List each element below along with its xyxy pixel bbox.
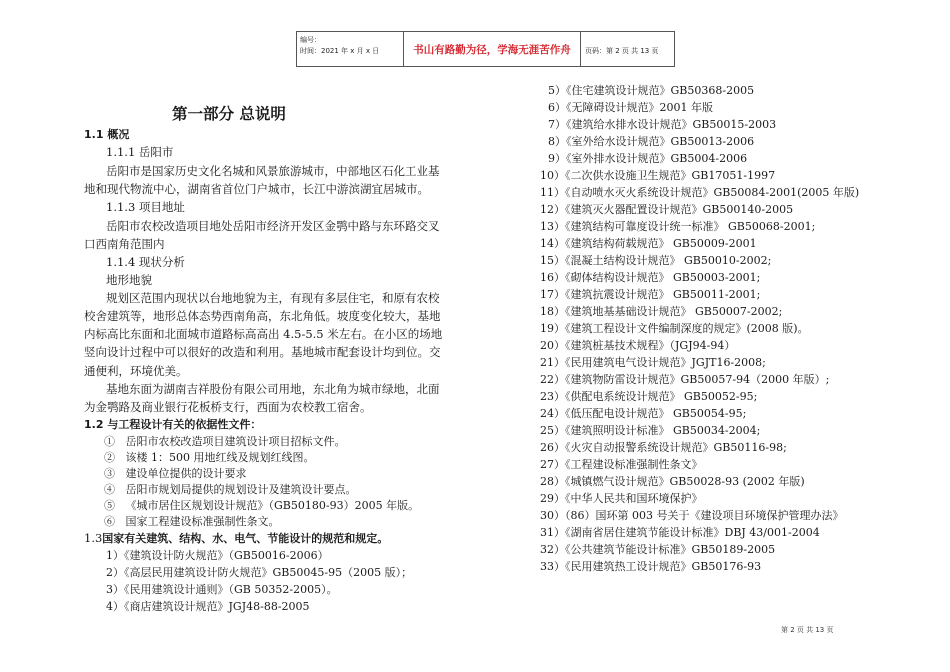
header-info-cell [297, 32, 404, 66]
code-item: 32）《公共建筑节能设计标准》GB50189-2005 [540, 543, 776, 556]
code-item: 30）（86）国环第 003 号关于《建设项目环境保护管理办法》 [540, 509, 844, 522]
code-item: 10）《二次供水设施卫生规范》GB17051-1997 [540, 169, 776, 182]
section-1-2: 1.2 与工程设计有关的依据性文件： [84, 418, 262, 431]
code-item: 33）《民用建筑热工设计规范》GB50176-93 [540, 560, 762, 573]
code-item: 18）《建筑地基基础设计规范》 GB50007-2002; [540, 305, 783, 318]
header-number: 编号： [300, 36, 321, 44]
paragraph-line: 内标高比东面和北面城市道路标高高出 4.5-5.5 米左右。在小区的场地 [84, 327, 443, 341]
paragraph-line: 规划区范围内现状以台地地貌为主，有现有多层住宅，和原有农校 [106, 291, 440, 305]
code-item: 15）《混凝土结构设计规范》 GB50010-2002; [540, 254, 772, 267]
basis-item: ① 岳阳市农校改造项目建筑设计项目招标文件。 [104, 435, 346, 448]
page-footer: 第 2 页 共 13 页 [781, 626, 834, 634]
paragraph-line: 口西南角范围内 [84, 237, 165, 251]
code-item: 3）《民用建筑设计通则》（GB 50352-2005）。 [106, 583, 338, 596]
paragraph-line: 为金鹗路及商业银行花板桥支行，西面为农校教工宿舍。 [84, 400, 372, 414]
code-item: 20）《建筑桩基技术规程》（JGJ94-94） [540, 339, 736, 352]
code-item: 29）《中华人民共和国环境保护》 [540, 492, 703, 505]
subsection-1-1-3: 1.1.3 项目地址 [106, 200, 185, 214]
subsection-1-1-1: 1.1.1 岳阳市 [106, 145, 174, 159]
basis-item: ② 该楼 1：500 用地红线及规划红线图。 [104, 451, 315, 464]
page-title: 第一部分 总说明 [172, 105, 286, 123]
header-page-cell [580, 32, 675, 66]
basis-item: ③ 建设单位提供的设计要求 [104, 467, 247, 480]
paragraph-line: 基地东面为湖南吉祥股份有限公司用地，东北角为城市绿地，北面 [106, 382, 440, 396]
page-header [296, 31, 675, 67]
code-item: 22）《建筑物防雷设计规范》GB50057-94（2000 年版）; [540, 373, 830, 386]
code-item: 26）《火灾自动报警系统设计规范》GB50116-98; [540, 441, 787, 454]
paragraph-line: 岳阳市农校改造项目地处岳阳市经济开发区金鹗中路与东环路交叉 [106, 219, 440, 233]
code-item: 21）《民用建筑电气设计规范》JGJT16-2008; [540, 356, 766, 369]
code-item: 25）《建筑照明设计标准》 GB50034-2004; [540, 424, 761, 437]
code-item: 17）《建筑抗震设计规范》 GB50011-2001; [540, 288, 761, 301]
header-motto: 书山有路勤为径，学海无涯苦作舟 [413, 44, 571, 56]
code-item: 27）《工程建设标准强制性条文》 [540, 458, 703, 471]
code-item: 1）《建筑设计防火规范》（GB50016-2006） [106, 549, 329, 562]
basis-item: ⑤ 《城市居住区规划设计规范》（GB50180-93）2005 年版。 [104, 499, 420, 512]
code-item: 31）《湖南省居住建筑节能设计标准》DBJ 43/001-2004 [540, 526, 820, 539]
subsection-1-1-4: 1.1.4 现状分析 [106, 255, 185, 269]
terrain-heading: 地形地貌 [106, 273, 152, 287]
paragraph-line: 校舍建筑等，地形总体态势西南角高，东北角低。坡度变化较大，基地 [84, 309, 441, 323]
paragraph-line: 岳阳市是国家历史文化名城和风景旅游城市，中部地区石化工业基 [106, 164, 440, 178]
code-item: 11）《自动喷水灭火系统设计规范》GB50084-2001(2005 年版) [540, 186, 860, 199]
paragraph-line: 竖向设计过程中可以很好的改造和利用。基地城市配套设计均到位。交 [84, 345, 441, 359]
header-page-number: 页码：第 2 页 共 13 页 [585, 47, 659, 55]
code-item: 4）《商店建筑设计规范》JGJ48-88-2005 [106, 600, 310, 613]
basis-item: ④ 岳阳市规划局提供的规划设计及建筑设计要点。 [104, 483, 357, 496]
code-item: 28）《城镇燃气设计规范》GB50028-93 (2002 年版) [540, 475, 805, 488]
code-item: 8）《室外给水设计规范》GB50013-2006 [548, 135, 755, 148]
code-item: 13）《建筑结构可靠度设计统一标准》 GB50068-2001; [540, 220, 816, 233]
code-item: 6）《无障碍设计规范》2001 年版 [548, 101, 713, 114]
paragraph-line: 通便利，环境优美。 [84, 364, 188, 378]
paragraph-line: 地和现代物流中心，湖南省首位门户城市，长江中游滨湖宜居城市。 [84, 182, 429, 196]
code-item: 23）《供配电系统设计规范》 GB50052-95; [540, 390, 758, 403]
code-item: 9）《室外排水设计规范》GB5004-2006 [548, 152, 748, 165]
code-item: 19）《建筑工程设计文件编制深度的规定》(2008 版)。 [540, 322, 809, 335]
code-item: 16）《砌体结构设计规范》 GB50003-2001; [540, 271, 761, 284]
code-item: 7）《建筑给水排水设计规范》GB50015-2003 [548, 118, 777, 131]
code-item: 5）《住宅建筑设计规范》GB50368-2005 [548, 84, 755, 97]
header-time: 时间：2021 年 x 月 x 日 [300, 47, 380, 55]
section-1-3: 1.3国家有关建筑、结构、水、电气、节能设计的规范和规定。 [84, 531, 389, 545]
section-1-1: 1.1 概况 [84, 128, 130, 141]
code-item: 24）《低压配电设计规范》 GB50054-95; [540, 407, 747, 420]
code-item: 14）《建筑结构荷载规范》 GB50009-2001 [540, 237, 757, 250]
basis-item: ⑥ 国家工程建设标准强制性条文。 [104, 515, 280, 528]
code-item: 12）《建筑灭火器配置设计规范》GB500140-2005 [540, 203, 794, 216]
code-item: 2）《高层民用建筑设计防火规范》GB50045-95（2005 版）； [106, 566, 413, 579]
